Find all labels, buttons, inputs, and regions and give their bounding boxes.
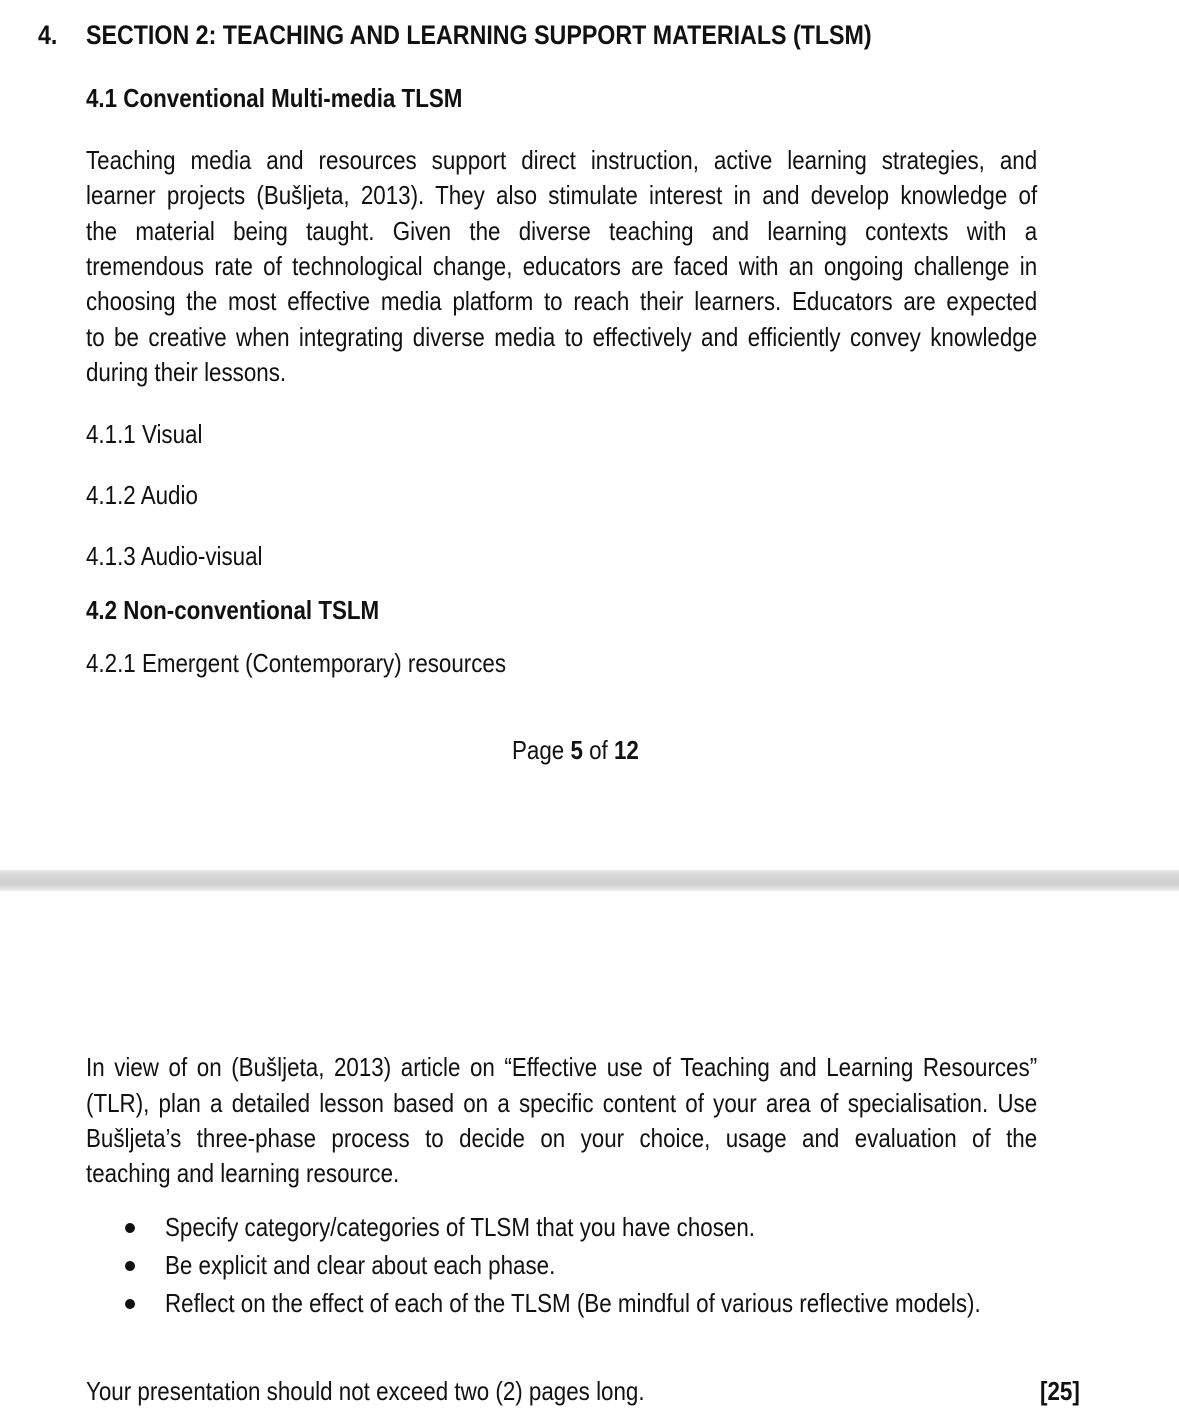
paragraph-line: learner projects (Bušljeta, 2013). They also stimulate interest in and develop knowledge of [86,180,1038,210]
item-4-2-1-emergent: 4.2.1 Emergent (Contemporary) resources [86,648,507,678]
bullet-item: Be explicit and clear about each phase. [165,1250,556,1280]
page-number-of: of [582,735,614,765]
item-4-1-1-visual: 4.1.1 Visual [86,419,203,449]
page-limit-instruction: Your presentation should not exceed two (2) pages long. [86,1376,645,1406]
paragraph-line: teaching and learning resource. [86,1158,400,1188]
paragraph-line: the material being taught. Given the diverse teaching and learning contexts with a [86,216,1038,246]
bullet-item: Reflect on the effect of each of the TLSM (Be mindful of various reflective models). [165,1288,981,1318]
section-number: 4. [38,20,58,50]
item-4-1-3-audio-visual: 4.1.3 Audio-visual [86,541,263,571]
bullet-icon [125,1299,135,1309]
page-separator [0,870,1179,891]
item-4-1-2-audio: 4.1.2 Audio [86,480,198,510]
paragraph-line: Teaching media and resources support direct instruction, active learning strategies, and [86,145,1038,175]
bullet-icon [125,1261,135,1271]
paragraph-line: choosing the most effective media platform to reach their learners. Educators are expected [86,286,1038,316]
subsection-heading-4-1: 4.1 Conventional Multi-media TLSM [86,83,463,113]
section-title: SECTION 2: TEACHING AND LEARNING SUPPORT MATERIALS (TLSM) [86,20,872,50]
page-number-total: 12 [613,735,639,765]
paragraph-line: Bušljeta’s three-phase process to decide on your choice, usage and evaluation of the [86,1123,1038,1153]
paragraph-line: In view of on (Bušljeta, 2013) article on “Effective use of Teaching and Learning Resources” [86,1052,1038,1082]
bullet-icon [125,1223,135,1233]
marks-total: [25] [1040,1376,1080,1406]
paragraph-line: during their lessons. [86,357,287,387]
bullet-item: Specify category/categories of TLSM that you have chosen. [165,1212,755,1242]
page-number-prefix: Page [512,735,571,765]
subsection-heading-4-2: 4.2 Non-conventional TSLM [86,595,380,625]
paragraph-line: to be creative when integrating diverse media to effectively and efficiently convey knowledge [86,322,1038,352]
page-number-current: 5 [570,735,583,765]
paragraph-line: (TLR), plan a detailed lesson based on a specific content of your area of specialisation. Use [86,1088,1038,1118]
page-number [512,735,639,766]
paragraph-line: tremendous rate of technological change, educators are faced with an ongoing challenge in [86,251,1038,281]
